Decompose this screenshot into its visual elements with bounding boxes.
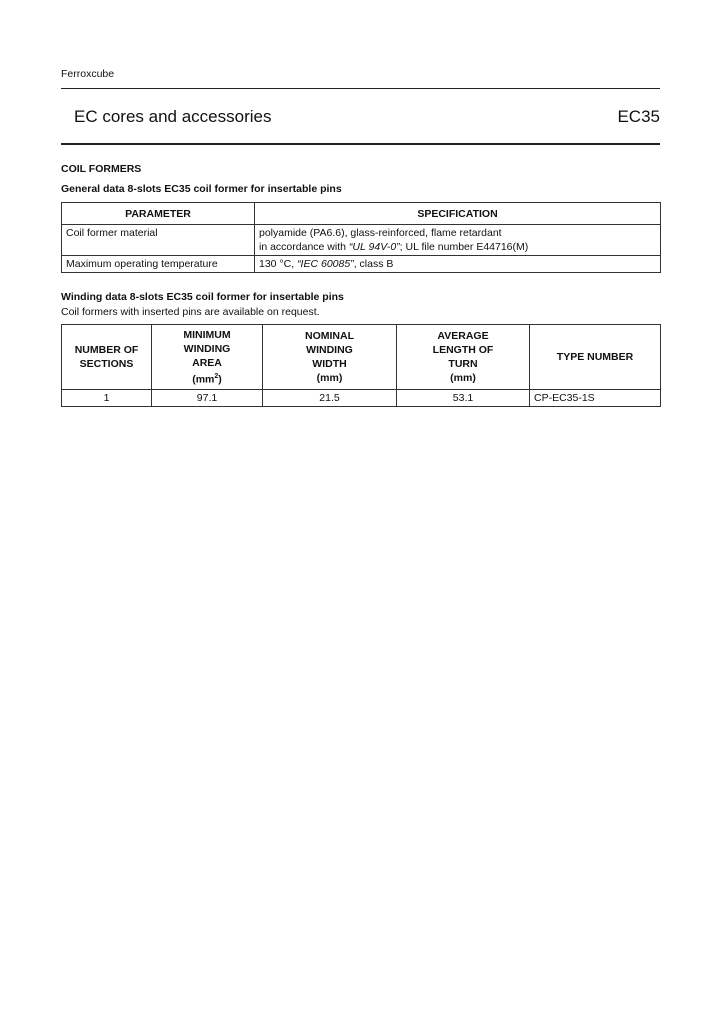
winding-table-caption: Winding data 8-slots EC35 coil former for insertable pins bbox=[61, 291, 344, 303]
specification-cell bbox=[255, 225, 661, 256]
winding-table-note: Coil formers with inserted pins are available on request. bbox=[61, 306, 320, 318]
header-line: WINDING bbox=[306, 344, 353, 356]
header-line: MINIMUM bbox=[183, 328, 231, 341]
header-line: NUMBER OF bbox=[74, 344, 139, 356]
header-line: WIDTH bbox=[312, 358, 347, 370]
header-width bbox=[263, 325, 397, 390]
header-line: SECTIONS bbox=[79, 358, 134, 370]
header-unit bbox=[156, 370, 258, 387]
type-number-cell: CP-EC35-1S bbox=[530, 390, 661, 407]
header-line: WINDING bbox=[183, 342, 231, 355]
spec-text: 130 °C, bbox=[259, 258, 298, 270]
parameter-cell: Maximum operating temperature bbox=[62, 256, 255, 273]
header-line: LENGTH OF bbox=[432, 344, 494, 356]
section-heading: COIL FORMERS bbox=[61, 163, 142, 175]
header-line: (mm) bbox=[450, 372, 476, 384]
header-line: (mm) bbox=[316, 372, 343, 384]
header-sections bbox=[62, 325, 152, 390]
general-data-table bbox=[61, 202, 661, 273]
winding-data-table bbox=[61, 324, 661, 407]
document-code: EC35 bbox=[617, 107, 660, 126]
area-cell: 97.1 bbox=[152, 390, 263, 407]
header-length bbox=[397, 325, 530, 390]
header-line: NOMINAL bbox=[305, 330, 354, 342]
header-type-number: TYPE NUMBER bbox=[530, 325, 661, 390]
specification-cell bbox=[255, 256, 661, 273]
header-line: AREA bbox=[192, 356, 222, 369]
spec-text: ; UL file number E44716(M) bbox=[399, 241, 529, 253]
width-cell: 21.5 bbox=[263, 390, 397, 407]
table-row bbox=[62, 225, 661, 256]
brand-name: Ferroxcube bbox=[61, 68, 115, 80]
unit-text: ) bbox=[218, 373, 222, 386]
header-line: AVERAGE bbox=[437, 330, 489, 342]
general-table-caption: General data 8-slots EC35 coil former for insertable pins bbox=[61, 183, 342, 195]
standard-reference: “UL 94V-0” bbox=[348, 241, 400, 253]
table-row bbox=[62, 390, 661, 407]
standard-reference: “IEC 60085” bbox=[297, 258, 354, 270]
header-specification: SPECIFICATION bbox=[255, 203, 661, 225]
table-header-row bbox=[62, 203, 661, 225]
unit-exponent: 2 bbox=[214, 372, 219, 380]
header-divider bbox=[61, 88, 660, 89]
spec-line bbox=[259, 240, 656, 254]
header-area bbox=[152, 325, 263, 390]
spec-line: polyamide (PA6.6), glass-reinforced, flame retardant bbox=[259, 227, 502, 239]
title-divider bbox=[61, 143, 660, 145]
parameter-cell: Coil former material bbox=[62, 225, 255, 256]
spec-text: , class B bbox=[353, 258, 394, 270]
length-cell: 53.1 bbox=[397, 390, 530, 407]
table-row bbox=[62, 256, 661, 273]
unit-text: (mm bbox=[192, 373, 215, 386]
header-line: TURN bbox=[448, 358, 478, 370]
sections-cell: 1 bbox=[62, 390, 152, 407]
document-title: EC cores and accessories bbox=[74, 107, 272, 126]
table-header-row bbox=[62, 325, 661, 390]
header-parameter: PARAMETER bbox=[62, 203, 255, 225]
spec-text: in accordance with bbox=[259, 241, 349, 253]
